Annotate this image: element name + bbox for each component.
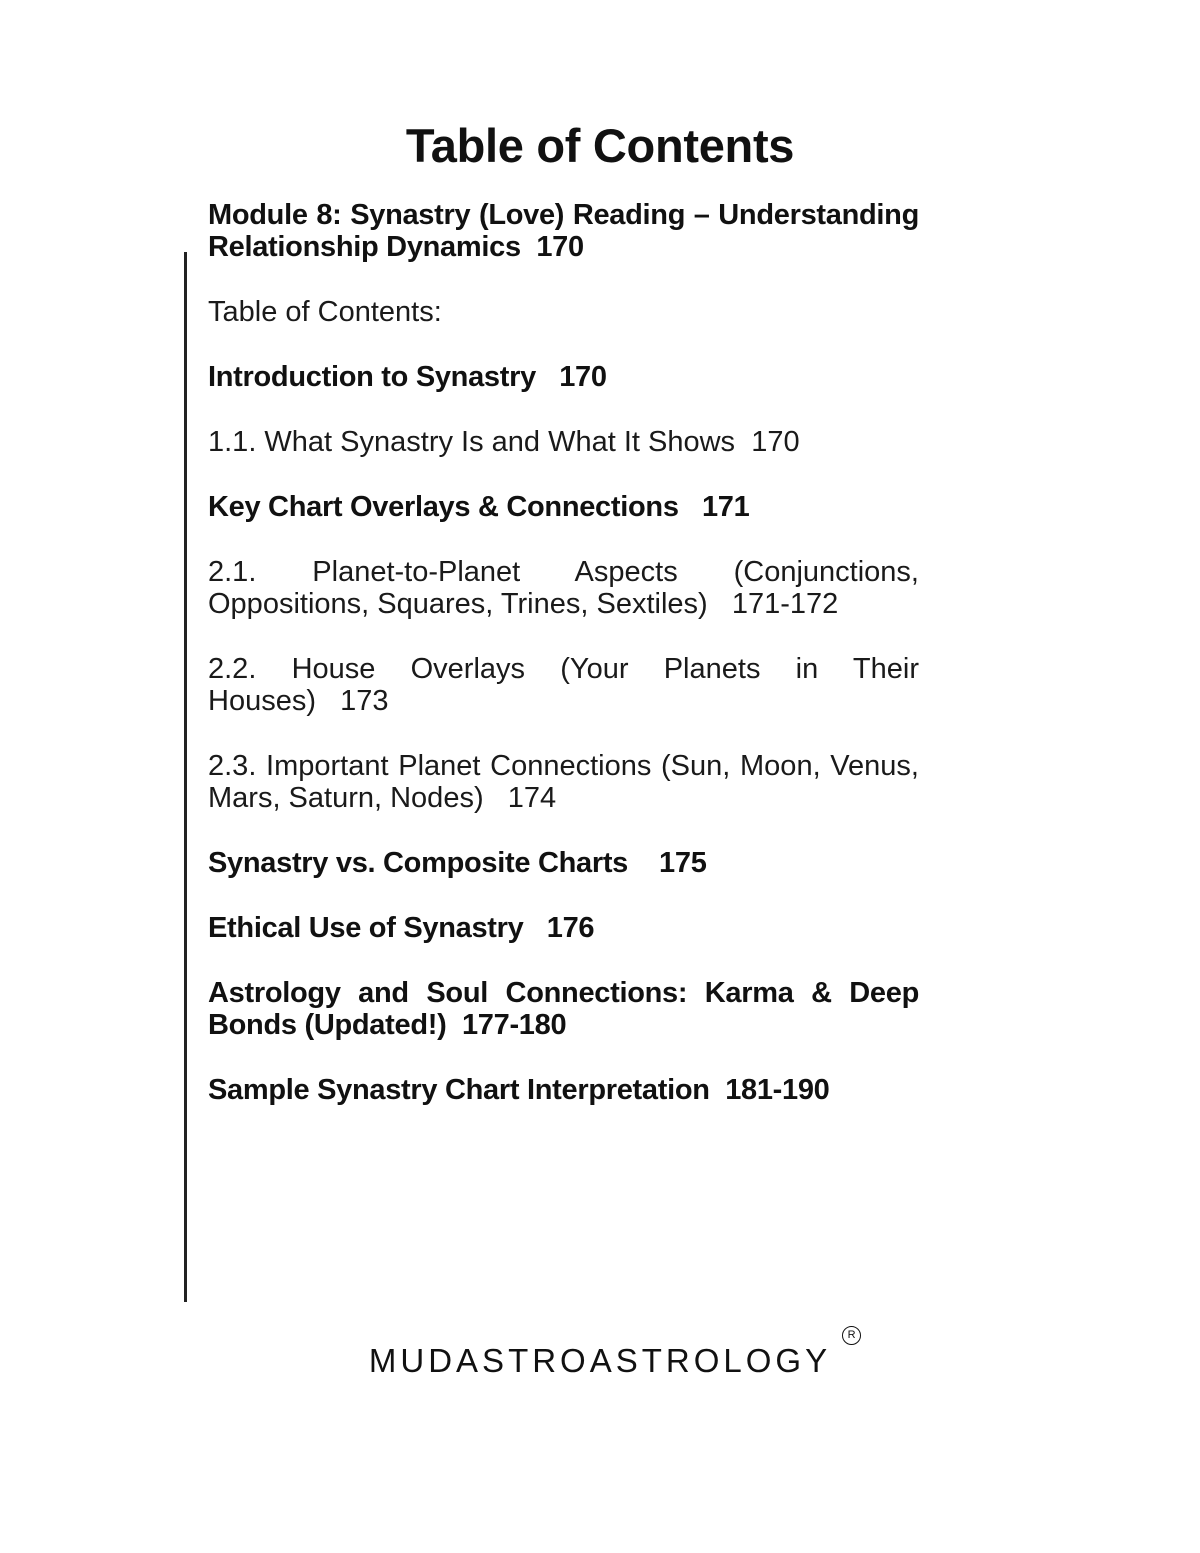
toc-entry-text: Module 8: Synastry (Love) Reading – Understanding Relationship Dynamics xyxy=(208,199,919,263)
toc-entry[interactable] xyxy=(208,847,919,879)
toc-entry-text: Astrology and Soul Connections: Karma & Deep Bonds (Updated!) xyxy=(208,977,919,1041)
toc-list xyxy=(208,199,919,1106)
toc-entry-text: 2.3. Important Planet Connections (Sun, Moon, Venus, Mars, Saturn, Nodes) xyxy=(208,750,919,814)
toc-entry-text: 2.1. Planet-to-Planet Aspects (Conjunctions, Oppositions, Squares, Trines, Sextiles) xyxy=(208,556,919,620)
toc-entry-page: 171 xyxy=(701,491,750,523)
toc-entry-text: Synastry vs. Composite Charts xyxy=(208,847,628,879)
toc-entry-page: 170 xyxy=(559,361,607,393)
toc-entry[interactable] xyxy=(208,750,919,814)
brand-logo-text: MUDASTROASTROLOGY xyxy=(368,1342,832,1379)
toc-entry-page: 175 xyxy=(659,847,707,879)
brand-logo xyxy=(0,1329,1200,1380)
toc-entry-page: 177-180 xyxy=(461,1009,567,1041)
toc-entry-text: Sample Synastry Chart Interpretation xyxy=(208,1074,710,1106)
toc-entry-page: 176 xyxy=(546,912,595,944)
toc-entry-module[interactable] xyxy=(208,199,919,263)
toc-entry-text: 2.2. House Overlays (Your Planets in Their Houses) xyxy=(208,653,919,717)
toc-entry[interactable] xyxy=(208,426,919,458)
toc-entry[interactable] xyxy=(208,556,919,620)
registered-trademark-icon: R xyxy=(842,1326,861,1345)
toc-entry-text: 1.1. What Synastry Is and What It Shows xyxy=(208,426,736,458)
toc-entry[interactable] xyxy=(208,977,919,1041)
toc-entry-text: Table of Contents: xyxy=(208,296,442,328)
toc-entry-page: 170 xyxy=(751,426,800,458)
vertical-divider xyxy=(184,252,187,1302)
toc-entry-page: 181-190 xyxy=(725,1074,830,1106)
toc-entry-page: 173 xyxy=(340,685,389,717)
toc-entry-text: Ethical Use of Synastry xyxy=(208,912,524,944)
toc-entry[interactable] xyxy=(208,361,919,393)
page-title: Table of Contents xyxy=(405,119,795,172)
toc-entry[interactable] xyxy=(208,912,919,944)
toc-entry[interactable] xyxy=(208,1074,919,1106)
toc-entry[interactable] xyxy=(208,653,919,717)
toc-subheading xyxy=(208,296,919,328)
toc-entry-text: Introduction to Synastry xyxy=(208,361,536,393)
toc-entry-page: 174 xyxy=(507,782,557,814)
toc-entry-page: 171-172 xyxy=(731,588,839,620)
toc-entry-text: Key Chart Overlays & Connections xyxy=(208,491,679,523)
toc-entry-page: 170 xyxy=(536,231,584,263)
toc-entry[interactable] xyxy=(208,491,919,523)
